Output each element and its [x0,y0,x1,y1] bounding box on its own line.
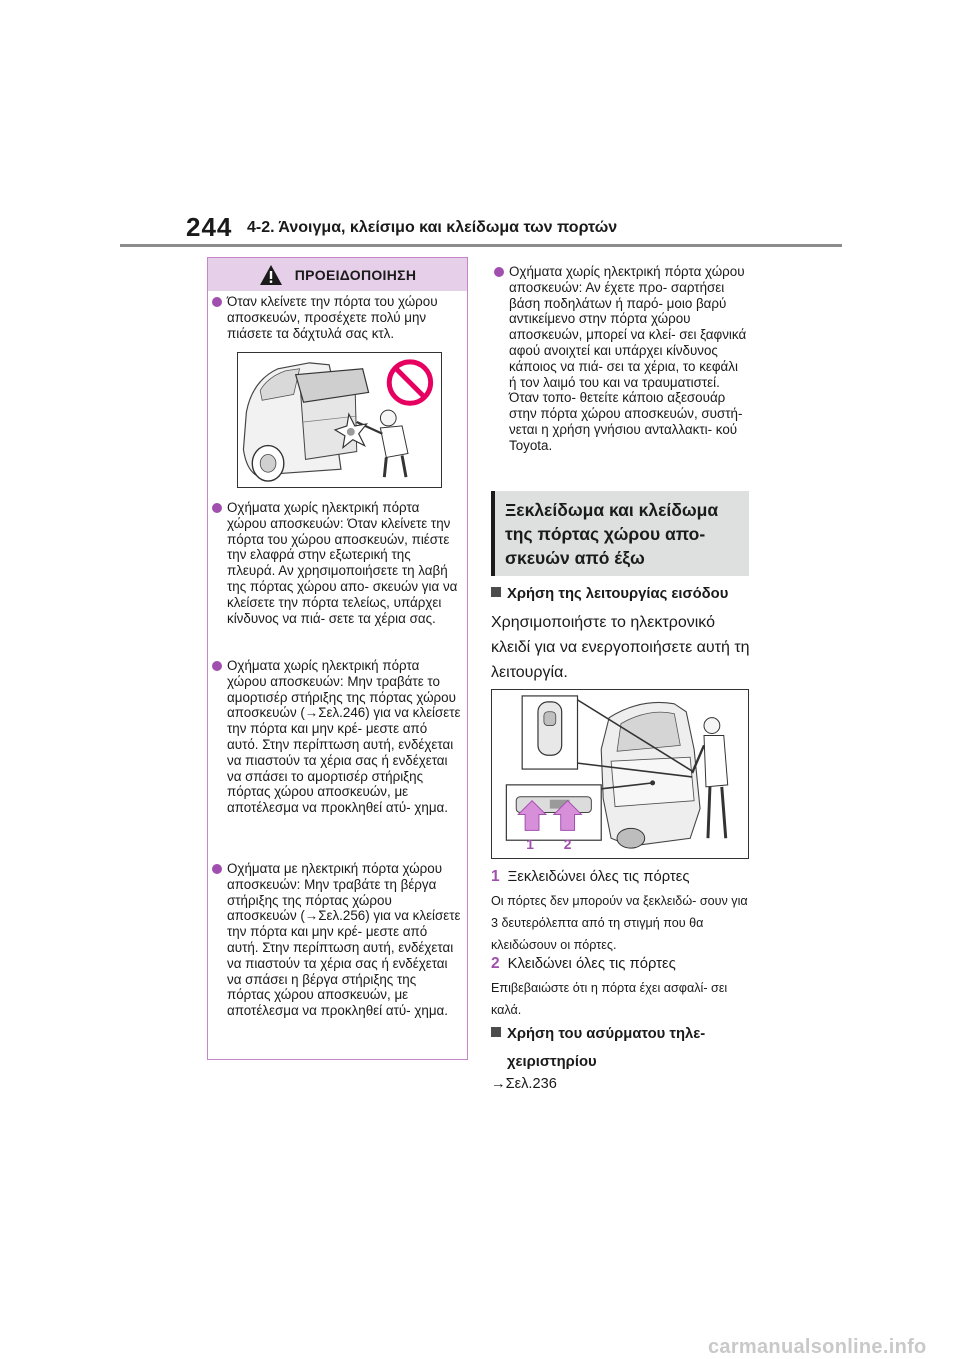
section-title: Ξεκλείδωμα και κλείδωμα της πόρτας χώρου απο- σκευών από έξω [505,500,719,568]
page-number: 244 [186,212,233,242]
step-1-number: 1 [491,868,500,885]
step-2-note: Επιβεβαιώστε ότι η πόρτα έχει ασφαλί- σει καλά. [491,981,728,1017]
warning-item: Οχήματα με ηλεκτρική πόρτα χώρου αποσκευών: Μην τραβάτε τη βέργα στήριξης της πόρτας χώρου αποσκευών (→Σελ.256) για να κλείσετε την πόρτα και μην κρέ- μεστε από αυτή. Στην περίπτωση αυτή, ενδέχεται να πιαστούν τα χέρια σας ή ενδέχεται να σπάσει η βέργα στήριξης της πόρτας χώρου αποσκευών, με αποτέλεσμα να προκληθεί ατύ- χημα. [212,861,462,1019]
warning-triangle-icon [259,264,283,286]
remote-control-heading: Χρήση του ασύρματου τηλε- χειριστηρίου [491,1020,705,1076]
callout-2-label: 2 [563,836,572,853]
section-header-title: 4-2. Άνοιγμα, κλείσιμο και κλείδωμα των πορτών [247,219,618,236]
square-bullet-icon [491,1027,501,1037]
trunk-pinch-illustration [237,352,442,488]
square-bullet-icon [491,587,501,597]
warning-item: Όταν κλείνετε την πόρτα του χώρου αποσκευών, προσέχετε πολύ μην πιάσετε τα δάχτυλά σας κτλ. [212,294,462,341]
step-2-number: 2 [491,955,500,972]
entry-function-illustration [491,689,749,859]
header-divider [120,244,842,247]
warning-item: Οχήματα χωρίς ηλεκτρική πόρτα χώρου αποσκευών: Αν έχετε προ- σαρτήσει βάση ποδηλάτων ή παρό- μοιο βαρύ αντικείμενο στην πόρτα χώρου αποσκευών, μπορεί να κλεί- σει ξαφνικά αφού ανοιχτεί και υπάρχει κίνδυνος κάποιος να πιά- σει τα χέρια, το κεφάλι ή τον λαιμό του και να τραυματιστεί. Όταν τοπο- θετείτε κάποιο αξεσουάρ στην πόρτα χώρου αποσκευών, συστή- νεται η χρήση γνήσιου ανταλλακτι- κού Toyota. [494,264,748,454]
bullet-dot-icon [212,864,222,874]
warning-item: Οχήματα χωρίς ηλεκτρική πόρτα χώρου αποσκευών: Όταν κλείνετε την πόρτα του χώρου αποσκευών, πιέστε την ελαφρά στην εξωτερική της πλευρά. Αν χρησιμοποιήσετε τη λαβή της πόρτας χώρου απο- σκευών για να κλείσετε την πόρτα τελείως, υπάρχει κίνδυνος να πιά- σετε τα χέρια σας. [212,500,462,626]
watermark: carmanualsonline.info [708,1336,927,1358]
warning-title: ΠΡΟΕΙΔΟΠΟΙΗΣΗ [294,266,417,283]
step-1 [491,868,751,886]
section-heading-bar [491,491,495,576]
section-heading-box [491,491,749,576]
entry-function-text: Χρησιμοποιήστε το ηλεκτρονικό κλειδί για να ενεργοποιήσετε αυτή τη λειτουργία. [491,614,750,681]
step-2-label: Κλειδώνει όλες τις πόρτες [507,956,676,972]
remote-control-page-ref: →Σελ.236 [491,1076,557,1092]
warning-item: Οχήματα χωρίς ηλεκτρική πόρτα χώρου αποσκευών: Μην τραβάτε το αμορτισέρ στήριξης της πόρτας χώρου αποσκευών (→Σελ.246) για να κλείσετε την πόρτα και μην κρέ- μεστε από αυτό. Στην περίπτωση αυτή, ενδέχεται να πιαστούν τα χέρια σας ή ενδέχεται να σπάσει το αμορτισέρ στήριξης πόρτας χώρου αποσκευών, με αποτέλεσμα να προκληθεί ατύ- χημα. [212,658,462,816]
bullet-dot-icon [212,297,222,307]
bullet-dot-icon [494,267,504,277]
step-2 [491,955,751,973]
step-1-label: Ξεκλειδώνει όλες τις πόρτες [507,869,690,885]
bullet-dot-icon [212,503,222,513]
callout-1-label: 1 [526,836,534,853]
bullet-dot-icon [212,661,222,671]
warning-header [208,258,467,291]
step-1-note: Οι πόρτες δεν μπορούν να ξεκλειδώ- σουν για 3 δευτερόλεπτα από τη στιγμή που θα κλειδώσουν οι πόρτες. [491,894,748,952]
entry-function-heading: Χρήση της λειτουργίας εισόδου [491,580,728,608]
